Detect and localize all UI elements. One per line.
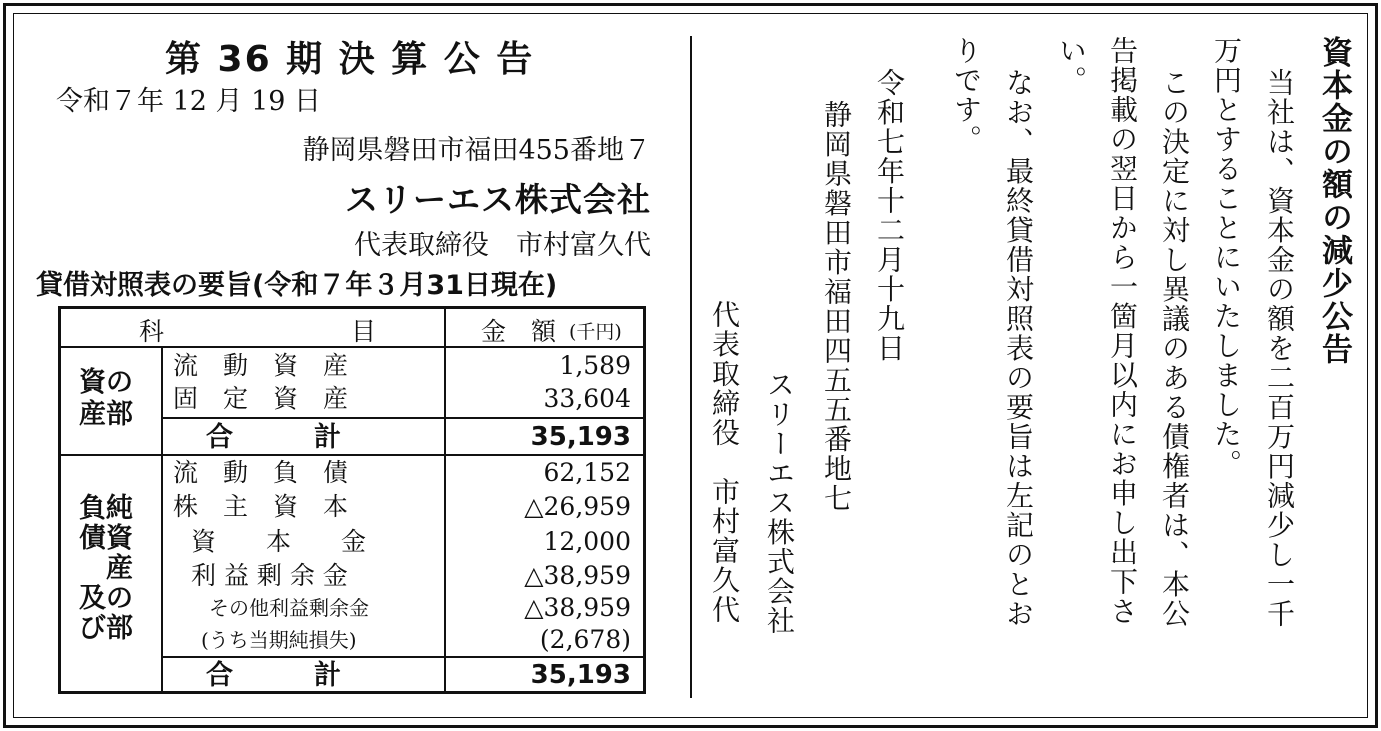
assets-total-rule (161, 417, 646, 419)
assets-row-label: 流 動 資 産 (173, 351, 349, 380)
notice-body-column: りです。 (950, 36, 983, 154)
header-amount: 金 額 (481, 317, 557, 346)
notice-body-column: 当社は、資本金の額を二百万円減少し一千 (1263, 68, 1296, 629)
liabilities-row-label: 資 本 金 (191, 527, 367, 556)
capital-reduction-title: 資本金の額の減少公告 (1316, 36, 1352, 366)
liabilities-section-label: 負純 債資 産 及の び部 (79, 493, 133, 644)
section-rule (161, 347, 163, 691)
settlement-title: 第 36 期 決 算 公 告 (165, 39, 535, 80)
notice-representative: 代表取締役 市村富久代 (708, 300, 741, 625)
settlement-date: 令和７年 12 月 19 日 (56, 86, 322, 117)
representative: 代表取締役 市村富久代 (354, 230, 651, 261)
assets-row-value: 33,604 (543, 384, 631, 413)
liabilities-row-value: △38,959 (524, 593, 631, 622)
notice-company: スリーエス株式会社 (763, 370, 796, 636)
assets-row-value: 1,589 (559, 351, 631, 380)
liabilities-row-value: (2,678) (539, 625, 631, 654)
liabilities-row-value: 62,152 (543, 458, 631, 487)
liabilities-row-label: 利 益 剰 余 金 (191, 561, 348, 590)
assets-section-label: 資の 産部 (79, 367, 133, 430)
assets-row-label: 固 定 資 産 (173, 384, 349, 413)
liabilities-row-value: △26,959 (524, 492, 631, 521)
liabilities-total-label: 合 計 (206, 660, 341, 691)
balance-sheet-heading: 貸借対照表の要旨(令和７年３月31日現在) (36, 270, 558, 301)
notice-body-column: 万円とすることにいたしました。 (1210, 36, 1243, 479)
header-col1: 科 (139, 317, 165, 346)
notice-body-column: なお、最終貸借対照表の要旨は左記のとお (1002, 68, 1035, 629)
section-rule (61, 454, 643, 456)
assets-total-value: 35,193 (530, 422, 631, 452)
liabilities-row-label: 流 動 負 債 (173, 458, 349, 487)
liabilities-row-value: △38,959 (524, 561, 631, 590)
liabilities-row-label: (うち当期純損失) (201, 628, 357, 652)
notice-body-column: 告掲載の翌日から一箇月以内にお申し出下さ (1106, 36, 1139, 626)
column-divider (690, 36, 692, 698)
company-name: スリーエス株式会社 (345, 180, 651, 219)
liabilities-row-value: 12,000 (543, 527, 631, 556)
assets-total-label: 合 計 (206, 422, 341, 453)
header-rule (61, 346, 643, 348)
header-col2: 目 (351, 317, 377, 346)
liabilities-row-label: 株 主 資 本 (173, 492, 349, 521)
company-address: 静岡県磐田市福田455番地７ (302, 135, 651, 166)
notice-date: 令和七年十二月十九日 (873, 68, 906, 363)
balance-sheet-table (58, 306, 646, 694)
liabilities-total-value: 35,193 (530, 660, 631, 690)
liabilities-row-label: その他利益剰余金 (209, 596, 369, 620)
notice-address: 静岡県磐田市福田四五五番地七 (820, 100, 853, 513)
amount-rule (444, 309, 446, 691)
liabilities-total-rule (161, 656, 646, 658)
header-unit: (千円) (569, 321, 622, 343)
notice-body-column: この決定に対し異議のある債権者は、本公 (1158, 68, 1191, 629)
notice-body-column: い。 (1055, 36, 1088, 95)
